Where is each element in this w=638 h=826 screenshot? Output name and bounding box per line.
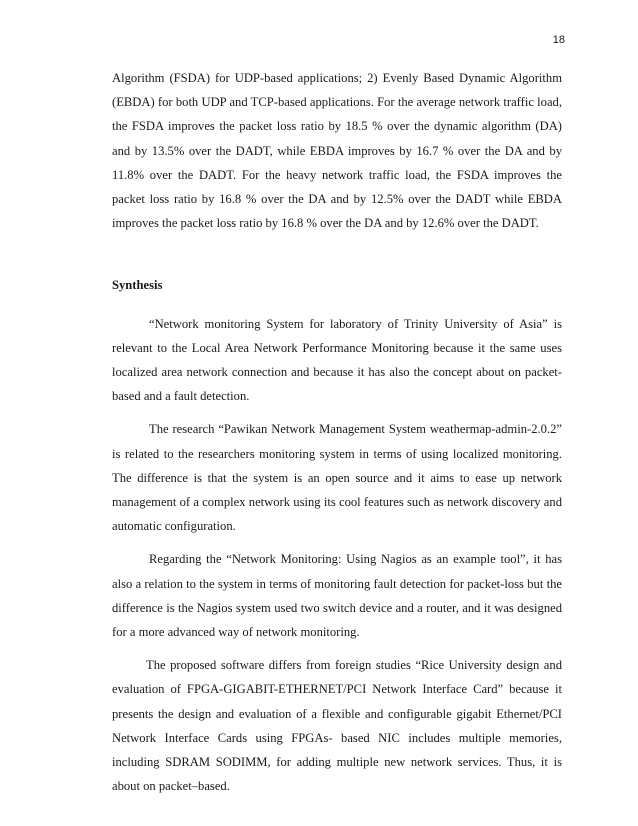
paragraph-algorithm-results: Algorithm (FSDA) for UDP-based applications; 2) Evenly Based Dynamic Algorithm (EBDA) for both UDP and TCP-based applications. For the average network traffic load, the FSDA improves the packet loss ratio by 18.5 % over the dynamic algorithm (DA) and by 13.5% over the DADT, while EBDA improves by 16.7 % over the DA and by 11.8% over the DADT. For the heavy network traffic load, the FSDA improves the packet loss ratio by 16.8 % over the DA and by 12.5% over the DADT while EBDA improves the packet loss ratio by 16.8 % over the DA and by 12.6% over the DADT. xyxy=(112,71,562,231)
page-body xyxy=(112,66,562,798)
paragraph-nagios-study: Regarding the “Network Monitoring: Using Nagios as an example tool”, it has also a relation to the system in terms of monitoring fault detection for packet-loss but the difference is the Nagios system used two switch device and a router, and it was designed for a more advanced way of network monitoring. xyxy=(112,552,562,640)
paragraph-pawikan-study: The research “Pawikan Network Management System weathermap-admin-2.0.2” is related to the researchers monitoring system in terms of using localized monitoring. The difference is that the system is an open source and it aims to ease up network management of a complex network using its cool features such as network discovery and automatic configuration. xyxy=(112,422,562,534)
page-number: 18 xyxy=(552,34,565,46)
section-heading-synthesis: Synthesis xyxy=(112,278,163,293)
paragraph-trinity-study: “Network monitoring System for laboratory of Trinity University of Asia” is relevant to the Local Area Network Performance Monitoring because it the same uses localized area network connection and because it has also the concept about on packet-based and a fault detection. xyxy=(112,316,562,404)
paragraph-rice-university-study: The proposed software differs from foreign studies “Rice University design and evaluation of FPGA-GIGABIT-ETHERNET/PCI Network Interface Card” because it presents the design and evaluation of a flexible and configurable gigabit Ethernet/PCI Network Interface Cards using FPGAs- based NIC includes multiple memories, including SDRAM SODIMM, for adding multiple new network services. Thus, it is about on packet–based. xyxy=(112,658,562,794)
